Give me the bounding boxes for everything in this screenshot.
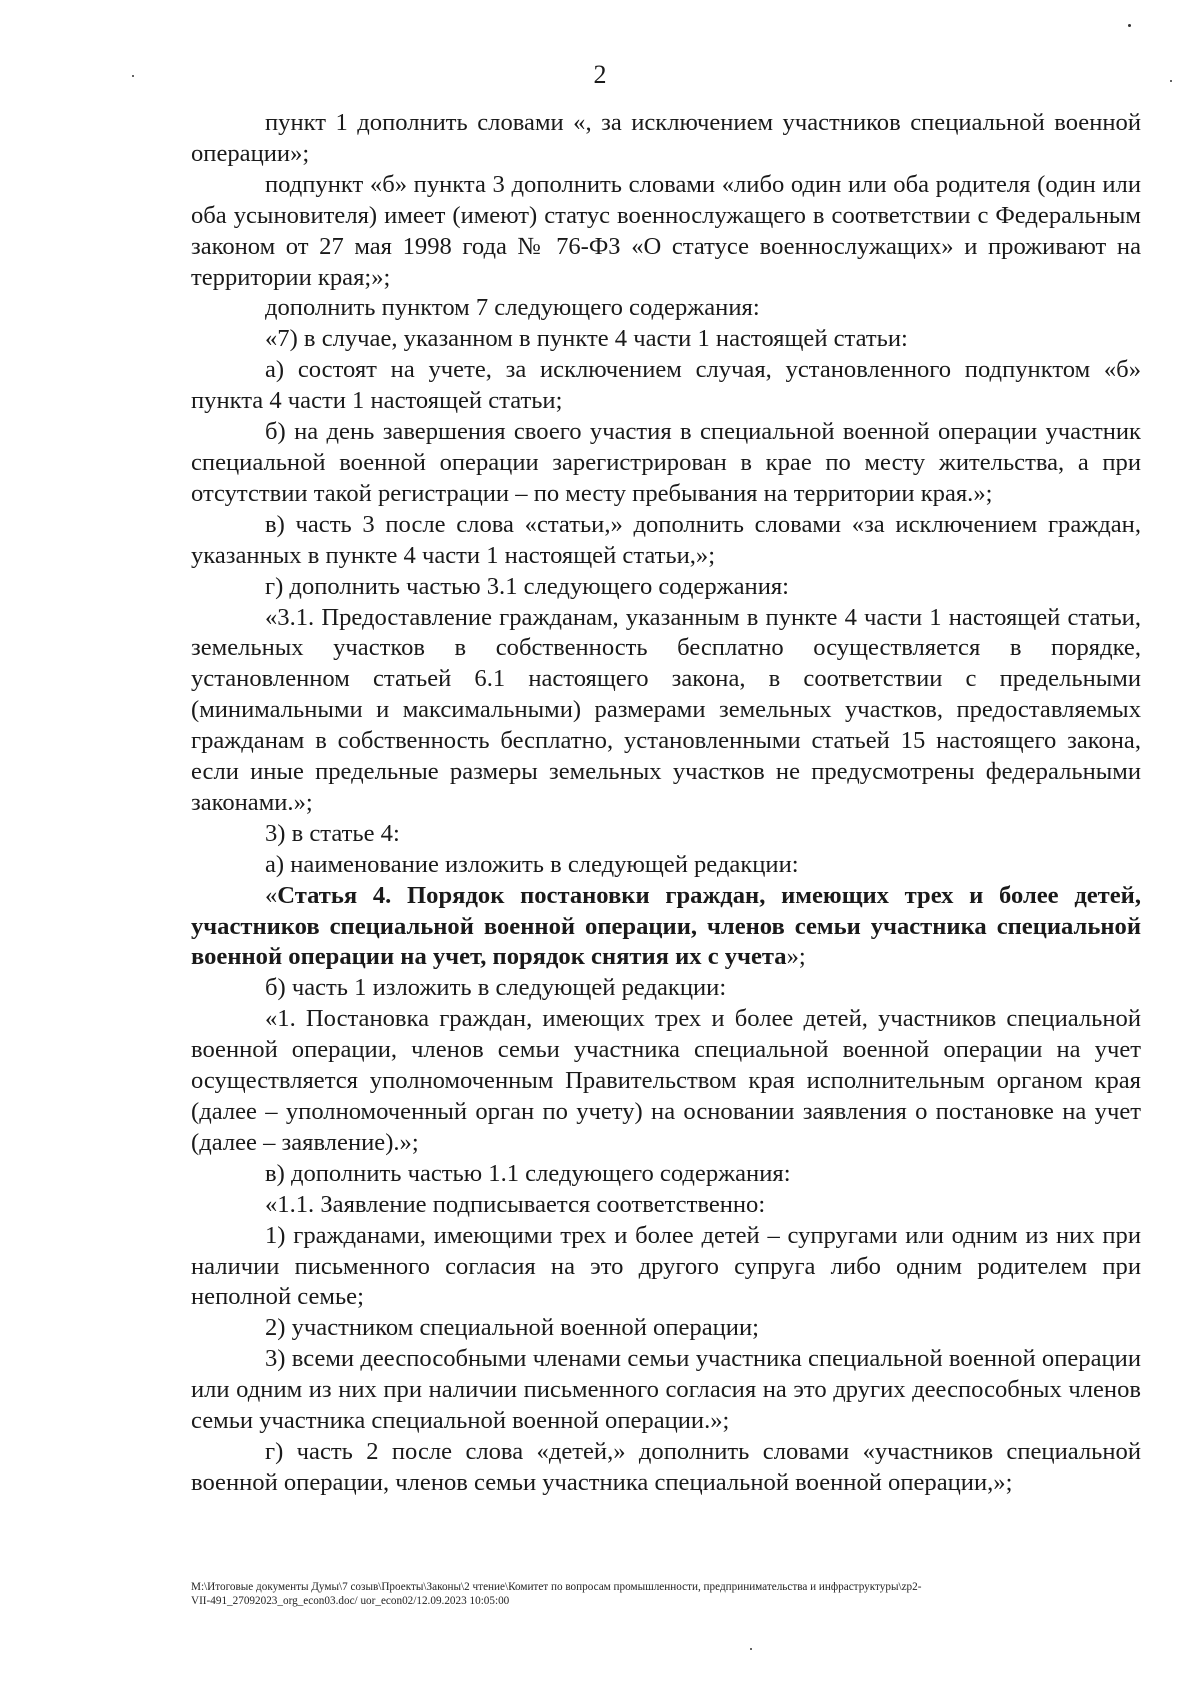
quote-open: « [265,881,278,909]
paragraph: г) часть 2 после слова «детей,» дополнить словами «участников специальной военной операции, членов семьи участника специальной военной операции,»; [191,1437,1141,1496]
paragraph: а) наименование изложить в следующей редакции: [265,850,799,878]
footer-line: М:\Итоговые документы Думы\7 созыв\Проекты\Законы\2 чтение\Комитет по вопросам промышленности, предпринимательства и инфраструктуры\zp2- [191,1581,922,1593]
scan-speck [1128,24,1131,27]
quote-close: »; [786,943,806,971]
paragraph: подпункт «б» пункта 3 дополнить словами «либо один или оба родителя (один или оба усыновителя) имеет (имеют) статус военнослужащего в соответствии с Федеральным законом от 27 мая 1998 года № 76-ФЗ «О статусе военнослужащих» и проживают на территории края;»; [191,170,1141,291]
paragraph: г) дополнить частью 3.1 следующего содержания: [265,572,789,600]
paragraph: б) на день завершения своего участия в специальной военной операции участник специальной военной операции зарегистрирован в крае по месту жительства, а при отсутствии такой регистрации – по месту пребывания на территории края.»; [191,418,1141,507]
paragraph: пункт 1 дополнить словами «, за исключением участников специальной военной операции»; [191,109,1141,167]
paragraph: 2) участником специальной военной операции; [265,1314,759,1342]
paragraph: дополнить пунктом 7 следующего содержания: [265,294,760,322]
scan-speck [132,75,134,77]
paragraph: 3) в статье 4: [265,819,400,847]
paragraph: «1.1. Заявление подписывается соответственно: [265,1190,766,1218]
paragraph: а) состоят на учете, за исключением случая, установленного подпунктом «б» пункта 4 части 1 настоящей статьи; [191,356,1141,415]
document-body [191,108,1141,1499]
paragraph: «7) в случае, указанном в пункте 4 части 1 настоящей статьи: [265,325,908,353]
article-title: Статья 4. Порядок постановки граждан, имеющих трех и более детей, участников специальной военной операции, членов семьи участника специальной военной операции на учет, порядок снятия их с учета [191,881,1141,971]
paragraph: 3) всеми дееспособными членами семьи участника специальной военной операции или одним из них при наличии письменного согласия на это других дееспособных членов семьи участника специальной военной операции.»; [191,1345,1141,1435]
paragraph: 1) гражданами, имеющими трех и более детей – супругами или одним из них при наличии письменного согласия на это другого супруга либо одним родителем при неполной семье; [191,1221,1141,1311]
page-number: 2 [593,60,607,89]
file-path-footer [191,1580,1151,1608]
scan-speck [750,1648,752,1650]
article-title-paragraph [191,881,1141,974]
paragraph: в) дополнить частью 1.1 следующего содержания: [265,1159,791,1187]
scan-speck [1170,80,1172,82]
paragraph: б) часть 1 изложить в следующей редакции: [265,974,727,1002]
paragraph: «1. Постановка граждан, имеющих трех и более детей, участников специальной военной операции, членов семьи участника специальной военной операции на учет осуществляется уполномоченным Правительством края исполнительным органом края (далее – уполномоченный орган по учету) на основании заявления о постановке на учет (далее – заявление).»; [191,1005,1141,1156]
paragraph: «3.1. Предоставление гражданам, указанным в пункте 4 части 1 настоящей статьи, земельных участков в собственность бесплатно осуществляется в порядке, установленном статьей 6.1 настоящего закона, в соответствии с предельными (минимальными и максимальными) размерами земельных участков, предоставляемых гражданам в собственность бесплатно, установленными статьей 15 настоящего закона, если иные предельные размеры земельных участков не предусмотрены федеральными законами.»; [191,603,1141,816]
footer-line: VII-491_27092023_org_econ03.doc/ uor_econ02/12.09.2023 10:05:00 [191,1595,510,1608]
paragraph: в) часть 3 после слова «статьи,» дополнить словами «за исключением граждан, указанных в пункте 4 части 1 настоящей статьи,»; [191,510,1141,569]
